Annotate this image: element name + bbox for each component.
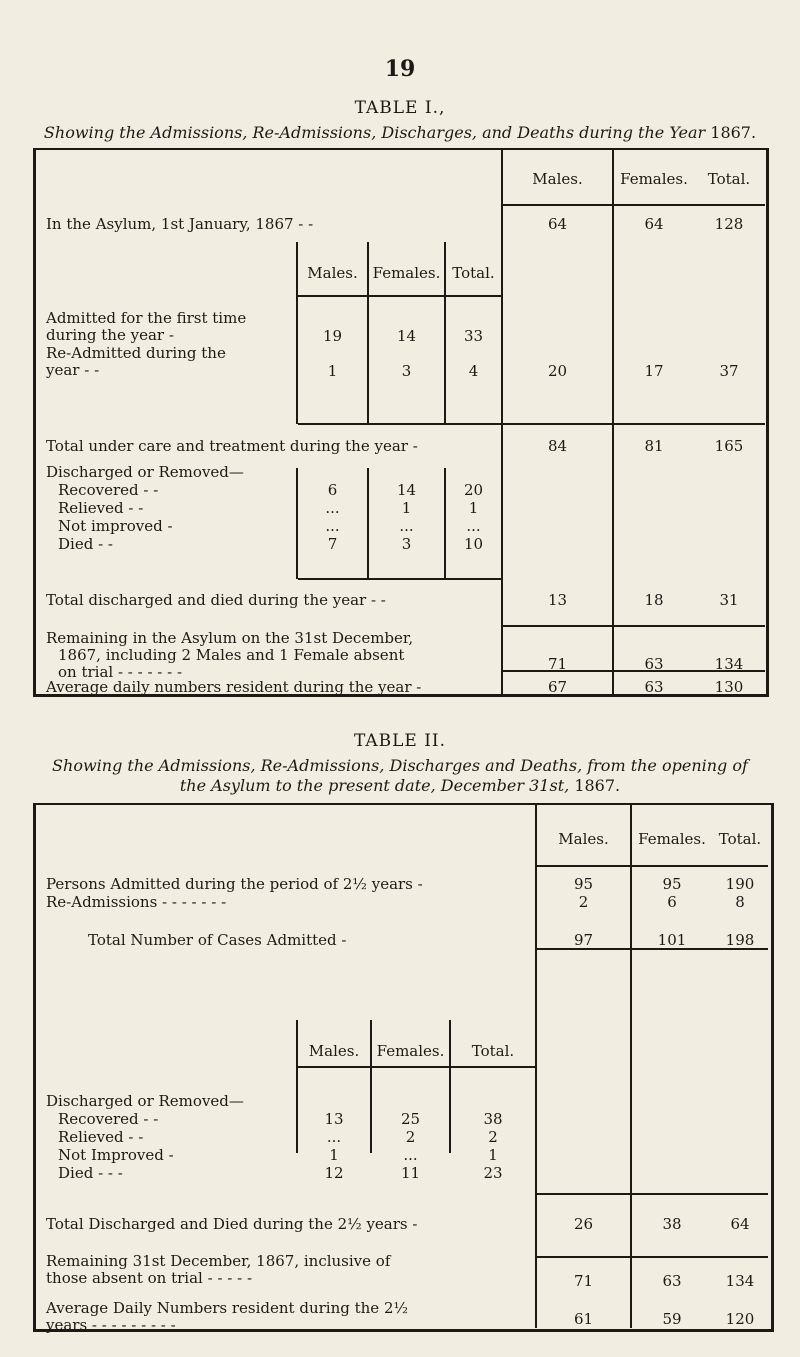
table2-cell: 6 [667, 893, 677, 911]
table1-row-label: Relieved - - [58, 499, 144, 517]
table1-cell: 7 [327, 535, 338, 553]
table2-cell: 25 [400, 1110, 421, 1128]
table2-row-label-line: Average Daily Numbers resident during the 2½ [46, 1299, 409, 1317]
table2-cell: 1 [329, 1146, 339, 1164]
table1-cell: 63 [644, 678, 664, 696]
table2-row-label: Relieved - - [58, 1128, 144, 1146]
table1-cell: 128 [714, 215, 744, 233]
table2-row-label: Total Number of Cases Admitted - [88, 931, 347, 949]
table2-cell: 38 [483, 1110, 503, 1128]
table1-row-label: Total under care and treatment during the year - [46, 437, 418, 455]
table1-cell: 81 [644, 437, 664, 455]
table1-subtitle-year: 1867. [710, 123, 757, 142]
table1-cell: 67 [547, 678, 568, 696]
table2-cell: 38 [662, 1215, 682, 1233]
table1-cell: 1 [468, 499, 479, 517]
table1-cell: ... [399, 517, 414, 535]
table1-cell: 37 [719, 362, 739, 380]
table1-cell: 10 [463, 535, 484, 553]
table1-cell: 4 [468, 362, 479, 380]
table2-row-label [46, 1300, 408, 1334]
table1-row-label [46, 345, 226, 379]
table2-cell: 95 [573, 875, 594, 893]
table2-header-total: Total. [718, 830, 762, 848]
table1-subtitle [0, 123, 800, 142]
table1-cell: 17 [644, 362, 664, 380]
table1-row-label-line: year - - [46, 361, 100, 379]
table1-row-label-line: Admitted for the first time [46, 309, 247, 327]
table1-inner-header-females: Females. [372, 264, 441, 282]
table1-title: TABLE I., [354, 98, 446, 118]
table1-cell: 20 [463, 481, 484, 499]
table2-row-label-line: years - - - - - - - - - [46, 1316, 176, 1334]
table1-cell: 64 [547, 215, 568, 233]
table1-cell: 64 [644, 215, 664, 233]
table2-cell: 190 [725, 875, 755, 893]
table1-row-label: Died - - [58, 535, 113, 553]
table1-cell: 1 [401, 499, 412, 517]
table2-row-label: Re-Admissions - - - - - - - [46, 893, 227, 911]
table1-row-label-line: during the year - [46, 326, 174, 344]
table1-row-label-line: Re-Admitted during the [46, 344, 226, 362]
table1-inner-header-total: Total. [452, 264, 495, 282]
table2-cell: 2 [488, 1128, 498, 1146]
table2-inner-header-males: Males. [308, 1042, 360, 1060]
table1-inner-header-rule [298, 295, 501, 297]
table2-inner-header-females: Females. [376, 1042, 445, 1060]
table2-cell: 97 [573, 931, 594, 949]
table1-cell: ... [325, 517, 340, 535]
table1-row-label [46, 630, 413, 681]
table1-cell: 3 [401, 535, 412, 553]
table2-cell: 120 [725, 1310, 755, 1328]
table2-cell: 64 [730, 1215, 750, 1233]
table1-subtitle-text: Showing the Admissions, Re-Admissions, Discharges, and Deaths during the Year [43, 123, 706, 142]
page-number: 19 [384, 56, 416, 82]
table2-title: TABLE II. [353, 731, 447, 751]
table2-section-heading: Discharged or Removed— [46, 1092, 244, 1110]
table2-rule [537, 1256, 768, 1258]
table2-row-label: Persons Admitted during the period of 2½ years - [46, 875, 423, 893]
table2-header-rule [537, 865, 768, 867]
table1-cell: 20 [547, 362, 568, 380]
table2-cell: ... [326, 1128, 342, 1146]
table1-rule [503, 625, 765, 627]
table2-inner-header-rule [298, 1066, 535, 1068]
table2-row-label-line: those absent on trial - - - - - [46, 1269, 253, 1287]
table1-row-label: Recovered - - [58, 481, 159, 499]
table1-inner-header-males: Males. [307, 264, 358, 282]
table1-header-males: Males. [532, 170, 583, 188]
table1-row-label: Average daily numbers resident during the year - [46, 678, 422, 696]
table1-inner-bottom-rule [298, 423, 501, 425]
table2-cell: 134 [725, 1272, 755, 1290]
table1-cell: 14 [396, 327, 417, 345]
table1-row-label [46, 310, 246, 344]
table1-cell: 1 [327, 362, 338, 380]
table1-row-label-line: Remaining in the Asylum on the 31st December, [46, 629, 414, 647]
table1-header-females: Females. [620, 170, 688, 188]
table2-subtitle-line2 [0, 776, 800, 795]
table2-subtitle-year: 1867. [574, 776, 621, 795]
table2-cell: 59 [662, 1310, 682, 1328]
table2-cell: 61 [573, 1310, 594, 1328]
table2-cell: 2 [578, 893, 589, 911]
table2-cell: 101 [657, 931, 687, 949]
table1-row-label-line: 1867, including 2 Males and 1 Female absent [58, 646, 405, 664]
table2-subtitle-text: the Asylum to the present date, December 31st, [179, 776, 570, 795]
table1-cell: 18 [644, 591, 664, 609]
table2-cell: 26 [573, 1215, 594, 1233]
table1-cell: 13 [547, 591, 568, 609]
table2-cell: 63 [662, 1272, 682, 1290]
table1-cell: 19 [322, 327, 343, 345]
table2-cell: 198 [725, 931, 755, 949]
table2-cell: 13 [324, 1110, 344, 1128]
table2-cell: 12 [324, 1164, 344, 1182]
table2-cell: 11 [400, 1164, 421, 1182]
table1-section-heading: Discharged or Removed— [46, 463, 244, 481]
table2-cell: 23 [483, 1164, 503, 1182]
table1-row-label: Not improved - [58, 517, 173, 535]
table1-cell: 130 [714, 678, 744, 696]
table2-row-label [46, 1253, 390, 1287]
table2-subtitle-line1: Showing the Admissions, Re-Admissions, Discharges and Deaths, from the opening of [52, 756, 748, 775]
table2-row-label-line: Remaining 31st December, 1867, inclusive of [46, 1252, 391, 1270]
table1-cell: 134 [714, 655, 744, 673]
table2-cell: 1 [488, 1146, 498, 1164]
table1-rule [503, 423, 765, 425]
table1-header-total: Total. [707, 170, 751, 188]
table2-header-females: Females. [638, 830, 706, 848]
table2-row-label: Total Discharged and Died during the 2½ years - [46, 1215, 418, 1233]
table1-cell: 165 [714, 437, 744, 455]
table2-cell: 2 [405, 1128, 416, 1146]
table1-cell: ... [466, 517, 481, 535]
table2-cell: 8 [735, 893, 745, 911]
table1-cell: 33 [463, 327, 484, 345]
table2-row-label: Recovered - - [58, 1110, 159, 1128]
table1-row-label-line: on trial - - - - - - - [58, 663, 183, 681]
table1-header-rule [503, 204, 765, 206]
table1-cell: 63 [644, 655, 664, 673]
table1-inner-bottom-rule [298, 578, 501, 580]
table1-cell: 84 [547, 437, 568, 455]
table1-row-label: Total discharged and died during the year - - [46, 591, 386, 609]
table1-cell: 3 [401, 362, 412, 380]
table2-row-label: Not Improved - [58, 1146, 174, 1164]
table1-cell: 14 [396, 481, 417, 499]
table1-cell: 71 [547, 655, 568, 673]
table2-row-label: Died - - - [58, 1164, 123, 1182]
table1-cell: ... [325, 499, 340, 517]
table2-cell: ... [403, 1146, 418, 1164]
table2-header-males: Males. [558, 830, 609, 848]
table2-cell: 71 [573, 1272, 594, 1290]
table1-cell: 6 [327, 481, 338, 499]
table2-rule [537, 1193, 768, 1195]
table1-row-label: In the Asylum, 1st January, 1867 - - [46, 215, 314, 233]
table1-cell: 31 [719, 591, 739, 609]
table2-cell: 95 [662, 875, 682, 893]
table2-inner-header-total: Total. [471, 1042, 515, 1060]
